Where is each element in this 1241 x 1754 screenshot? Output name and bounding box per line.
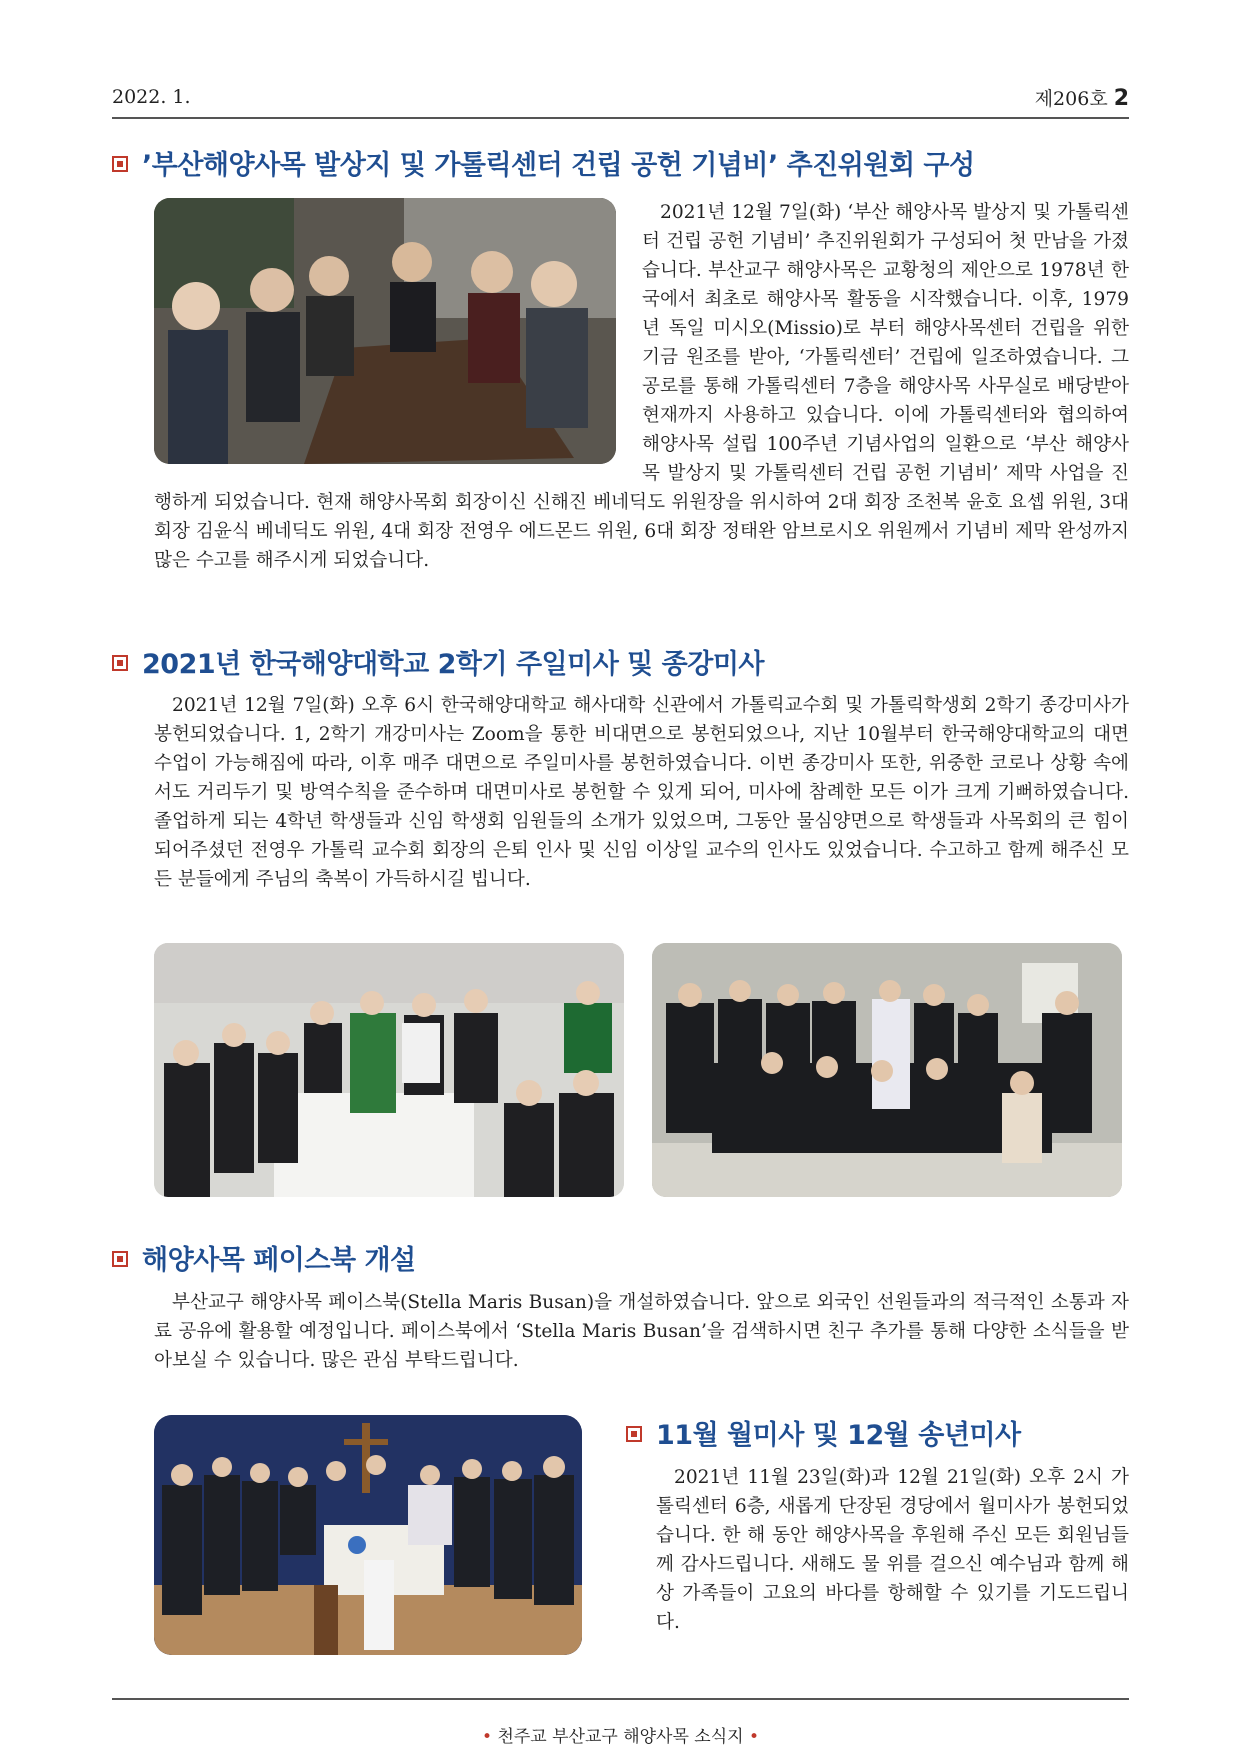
footer	[0, 1722, 1241, 1747]
square-bullet-icon	[112, 156, 128, 172]
square-bullet-icon	[112, 1251, 128, 1267]
photo-spacer	[154, 198, 642, 485]
header-rule	[112, 117, 1129, 119]
university-mass-photo-right	[652, 943, 1122, 1197]
year-end-mass-photo	[154, 1415, 582, 1655]
facebook-body-text: 부산교구 해양사목 페이스북(Stella Maris Busan)을 개설하였습니다. 앞으로 외국인 선원들과의 적극적인 소통과 자료 공유에 활용할 예정입니다. 페이스북에서 ‘Stella Maris Busan’을 검색하시면 친구 추가를 통해 다양한 소식들을 받아보실 수 있습니다. 많은 관심 부탁드립니다.	[154, 1292, 1129, 1371]
footer-text: 천주교 부산교구 해양사목 소식지	[497, 1727, 744, 1747]
footer-rule	[112, 1698, 1129, 1700]
section-title-university-mass: 2021년 한국해양대학교 2학기 주일미사 및 종강미사	[112, 642, 764, 681]
section-title-monthly-mass: 11월 월미사 및 12월 송년미사	[626, 1413, 1021, 1452]
memorial-body-text: 2021년 12월 7일(화) ‘부산 해양사목 발상지 및 가톨릭센터 건립 공헌 기념비’ 추진위원회가 구성되어 첫 만남을 가졌습니다. 부산교구 해양사목은 교황청의 제안으로 1978년 한국에서 최초로 해양사목 활동을 시작했습니다. 이후, 1979년 독일 미시오(Missio)로 부터 해양사목센터 건립을 위한 기금 원조를 받아, ‘가톨릭센터’ 건립에 일조하였습니다. 그 공로를 통해 가톨릭센터 7층을 해양사목 사무실로 배당받아 현재까지 사용하고 있습니다. 이에 가톨릭센터와 협의하여 해양사목 설립 100주년 기념사업의 일환으로 ‘부산 해양사목 발상지 및 가톨릭센터 건립 공헌 기념비’ 제막 사업을 진행하게 되었습니다. 현재 해양사목회 회장이신 신해진 베네딕도 위원장을 위시하여 2대 회장 조천복 윤호 요셉 위원, 3대 회장 김윤식 베네딕도 위원, 4대 회장 전영우 에드몬드 위원, 6대 회장 정태완 암브로시오 위원께서 기념비 제막 완성까지 많은 수고를 해주시게 되었습니다.	[154, 198, 1129, 575]
university-mass-body-text: 2021년 12월 7일(화) 오후 6시 한국해양대학교 해사대학 신관에서 가톨릭교수회 및 가톨릭학생회 2학기 종강미사가 봉헌되었습니다. 1, 2학기 개강미사는 Zoom을 통한 비대면으로 봉헌되었으나, 지난 10월부터 한국해양대학교의 대면 수업이 가능해짐에 따라, 이후 매주 대면으로 주일미사를 봉헌하였습니다. 이번 종강미사 또한, 위중한 코로나 상황 속에서도 거리두기 및 방역수칙을 준수하며 대면미사로 봉헌할 수 있게 되어, 미사에 참례한 모든 이가 크게 기뻐하였습니다. 졸업하게 되는 4학년 학생들과 신임 학생회 임원들의 소개가 있었으며, 그동안 물심양면으로 학생들과 사목회의 큰 힘이 되어주셨던 전영우 가톨릭 교수회 회장의 은퇴 인사 및 신임 이상일 교수의 인사도 있었습니다. 수고하고 함께 해주신 모든 분들에게 주님의 축복이 가득하시길 빕니다.	[154, 695, 1129, 890]
square-bullet-icon	[112, 655, 128, 671]
issue-date: 2022. 1.	[112, 86, 191, 108]
issue-number	[1035, 84, 1129, 111]
square-bullet-icon	[626, 1426, 642, 1442]
university-mass-photo-left	[154, 943, 624, 1197]
footer-bullet-left: •	[482, 1727, 493, 1747]
section-title-facebook: 해양사목 페이스북 개설	[112, 1238, 416, 1277]
issue-label: 제206호	[1034, 88, 1108, 110]
footer-bullet-right: •	[748, 1727, 759, 1747]
page-number: 2	[1113, 86, 1129, 111]
monthly-mass-body-text: 2021년 11월 23일(화)과 12월 21일(화) 오후 2시 가톨릭센터 6층, 새롭게 단장된 경당에서 월미사가 봉헌되었습니다. 한 해 동안 해양사목을 후원해 주신 모든 회원님들께 감사드립니다. 새해도 물 위를 걸으신 예수님과 함께 해상 가족들이 고요의 바다를 항해할 수 있기를 기도드립니다.	[656, 1467, 1129, 1633]
section-title-memorial: ’부산해양사목 발상지 및 가톨릭센터 건립 공헌 기념비’ 추진위원회 구성	[112, 143, 975, 182]
